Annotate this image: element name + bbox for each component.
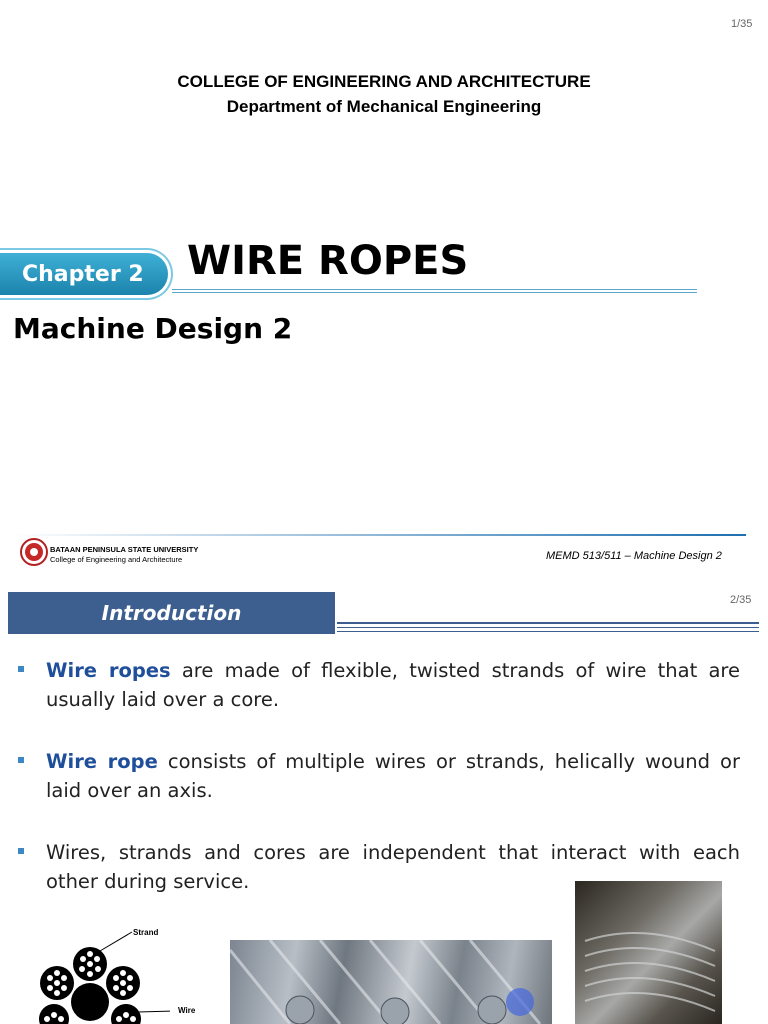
footer-university: BATAAN PENINSULA STATE UNIVERSITY [50,545,199,554]
footer-divider [10,534,746,536]
page-number: 2/35 [730,594,752,606]
bullet-item [18,747,740,805]
wire-rope-strands-icon [230,940,552,1024]
college-name: COLLEGE OF ENGINEERING AND ARCHITECTURE [177,72,591,91]
bullet-text: Wires, strands and cores are independent that interact with each other during service. [46,841,740,893]
wire-drum-icon [575,881,722,1024]
university-seal-icon [20,533,48,571]
footer-college: College of Engineering and Architecture [50,555,183,564]
department-name: Department of Mechanical Engineering [226,97,542,116]
section-rule-3 [337,631,759,632]
section-rule [337,622,759,624]
page-number: 1/35 [731,18,753,30]
bullet-highlight: Wire rope [46,750,158,773]
bullet-text: consists of multiple wires or strands, helically wound or laid over an axis. [46,750,740,802]
wire-rope-photo [230,940,552,1024]
title-underline-2 [172,292,697,293]
strand-label: Strand [133,928,159,937]
bullet-marker-icon [18,666,24,672]
footer-course: MEMD 513/511 – Machine Design 2 [546,550,722,562]
section-title: Introduction [8,592,335,634]
title-underline [172,289,697,290]
bullet-item [18,656,740,714]
section-rule-2 [337,627,759,628]
slide-subtitle: Machine Design 2 [13,312,293,345]
bullet-marker-icon [18,757,24,763]
bullet-highlight: Wire ropes [46,659,171,682]
wire-label: Wire [178,1006,196,1015]
bullet-marker-icon [18,848,24,854]
chapter-badge: Chapter 2 [0,253,168,295]
wire-rope-drum-photo [575,881,722,1024]
wire-rope-cross-section-icon [30,927,170,1024]
slide-title: WIRE ROPES [187,238,469,284]
introduction-slide [0,582,768,1024]
bullet-text: are made of flexible, twisted strands of wire that are usually laid over a core. [46,659,740,711]
